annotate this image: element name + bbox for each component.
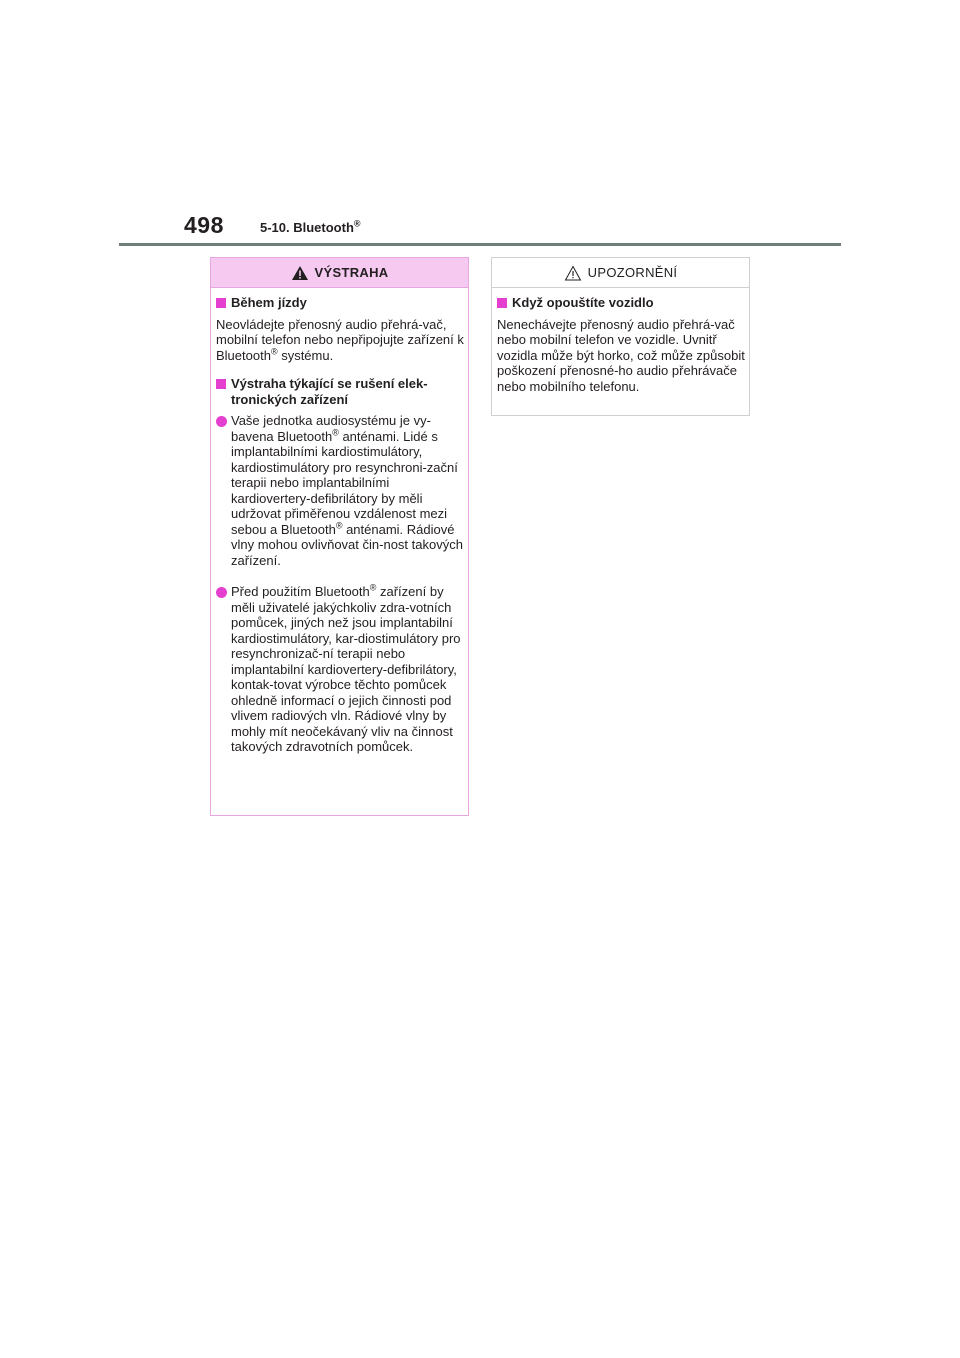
caution-title: UPOZORNĚNÍ — [587, 265, 678, 280]
bullet-text: Vaše jednotka audiosystému je vy-bavena Bluetooth — [231, 413, 431, 444]
warning-triangle-icon — [291, 265, 309, 281]
square-bullet-icon — [216, 298, 226, 308]
section-title-text: 5-10. Bluetooth — [260, 220, 354, 235]
registered-mark: ® — [369, 582, 377, 593]
caution-box — [491, 257, 750, 416]
section-title — [260, 220, 361, 235]
square-bullet-icon — [497, 298, 507, 308]
registered-mark: ® — [332, 427, 339, 438]
list-item — [216, 413, 464, 568]
round-bullet-icon — [216, 416, 227, 427]
caution-heading-leaving — [497, 295, 745, 311]
page-header — [184, 212, 784, 242]
caution-triangle-icon — [564, 265, 582, 281]
round-bullet-icon — [216, 587, 227, 598]
caution-body — [492, 288, 749, 394]
heading-text: Výstraha týkající se rušení elek-tronických zařízení — [231, 376, 428, 407]
warning-header — [211, 258, 468, 288]
warning-body — [211, 288, 468, 755]
bullet-text: Před použitím Bluetooth — [231, 584, 370, 599]
paragraph-text: systému. — [277, 347, 334, 363]
paragraph-text: Neovládejte přenosný audio přehrá-vač, mobilní telefon nebo nepřipojujte zařízení k Bluetooth — [216, 316, 464, 363]
bullet-text: anténami. Rádiové vlny mohou ovlivňovat čin-nost takových zařízení. — [231, 521, 463, 568]
bullet-text: zařízení by měli uživatelé jakýchkoliv zdra-votních pomůcek, jiných než jsou implantabilní kardiostimulátory, kar-diostimulátory pro resynchronizač-ní terapii nebo implantabilní kardiovertery-defibrilátory, kontak-tovat výrobce těchto pomůcek ohledně informací o jejich činnosti pod vlivem radiových vln. Rádiové vlny by mohly mít neočekávaný vliv na činnost takových zdravotních pomůcek. — [231, 584, 461, 754]
list-item — [216, 584, 464, 755]
warning-title: VÝSTRAHA — [314, 265, 389, 280]
heading-text: Když opouštíte vozidlo — [512, 295, 654, 310]
warning-box — [210, 257, 469, 816]
registered-mark: ® — [353, 218, 361, 229]
header-rule — [119, 243, 841, 246]
bullet-text: anténami. Lidé s implantabilními kardiostimulátory, kardiostimulátory pro resynchroni-zační terapii nebo implantabilními kardiovertery-defibrilátory by měli udržovat přiměřenou vzdálenost mezi sebou a Bluetooth — [231, 428, 458, 537]
square-bullet-icon — [216, 379, 226, 389]
registered-mark: ® — [335, 520, 343, 531]
warning-paragraph-driving — [216, 317, 464, 364]
heading-text: Během jízdy — [231, 295, 307, 310]
warning-heading-driving — [216, 295, 464, 311]
registered-mark: ® — [270, 346, 278, 357]
page-number: 498 — [184, 212, 224, 238]
warning-heading-interference — [216, 376, 464, 407]
caution-header — [492, 258, 749, 288]
caution-paragraph: Nenechávejte přenosný audio přehrá-vač nebo mobilní telefon ve vozidle. Uvnitř vozidla může být horko, což může způsobit poškození přenosné-ho audio přehrávače nebo mobilního telefonu. — [497, 316, 745, 394]
